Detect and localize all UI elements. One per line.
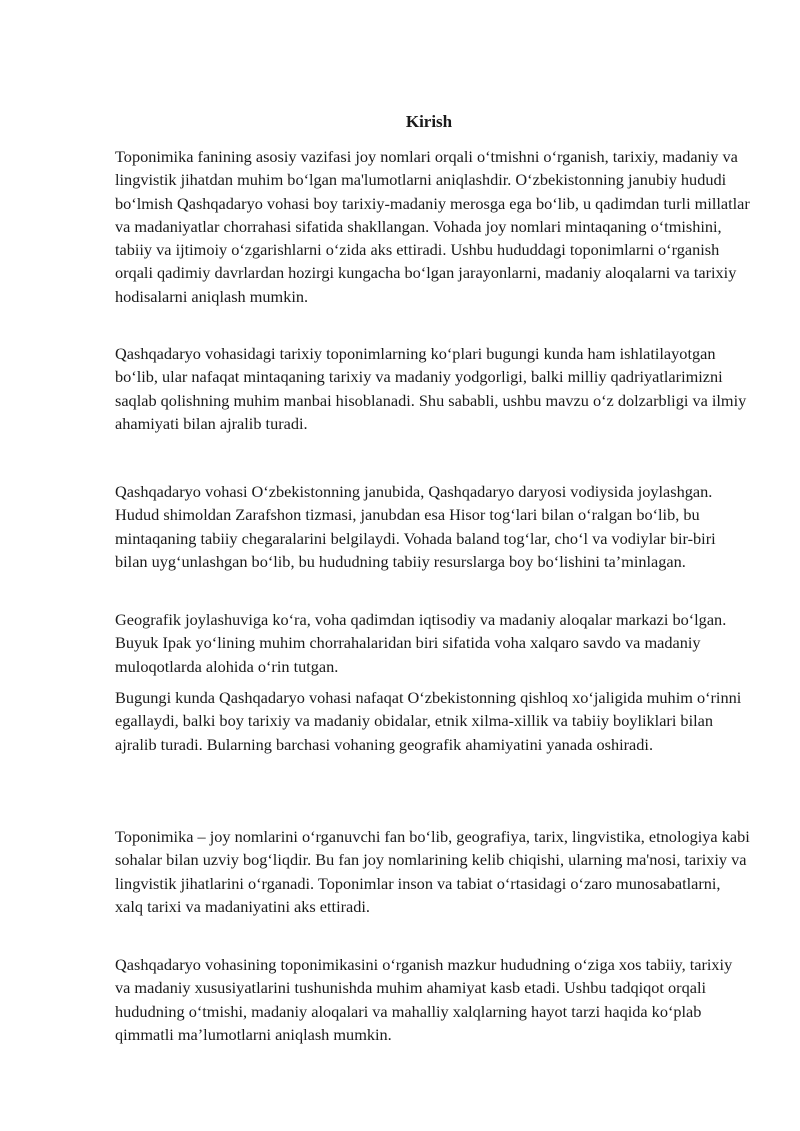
document-title: Kirish bbox=[405, 112, 453, 131]
paragraph-5: Bugungi kunda Qashqadaryo vohasi nafaqat O‘zbekistonning qishloq xo‘jaligida muhim o‘rinni egallaydi, balki boy tarixiy va madaniy obidalar, etnik xilma-xillik va tabiiy boyliklari bilan ajralib turadi. Bularning barchasi vohaning geografik ahamiyatini yanada oshiradi. bbox=[115, 688, 742, 754]
paragraph-4: Geografik joylashuviga ko‘ra, voha qadimdan iqtisodiy va madaniy aloqalar markazi bo‘lgan. Buyuk Ipak yo‘lining muhim chorrahalaridan biri sifatida voha xalqaro savdo va madaniy muloqotlarda alohida o‘rin tutgan. bbox=[115, 610, 727, 676]
paragraph-1: Toponimika fanining asosiy vazifasi joy nomlari orqali o‘tmishni o‘rganish, tarixiy, madaniy va lingvistik jihatdan muhim bo‘lgan ma'lumotlarni aniqlashdir. O‘zbekistonning janubiy hududi bo‘lmish Qashqadaryo vohasi boy tarixiy-madaniy merosga ega bo‘lib, u qadimdan turli millatlar va madaniyatlar chorrahasi sifatida shakllangan. Vohada joy nomlari mintaqaning o‘tmishini, tabiiy va ijtimoiy o‘zgarishlarni o‘zida aks ettiradi. Ushbu hududdagi toponimlarni o‘rganish orqali qadimiy davrlardan hozirgi kungacha bo‘lgan jarayonlarni, madaniy aloqalarni va tarixiy hodisalarni aniqlash mumkin. bbox=[115, 147, 750, 306]
paragraph-2: Qashqadaryo vohasidagi tarixiy toponimlarning ko‘plari bugungi kunda ham ishlatilayotgan bo‘lib, ular nafaqat mintaqaning tarixiy va madaniy yodgorligi, balki milliy qadriyatlarimizni saqlab qolishning muhim manbai hisoblanadi. Shu sababli, ushbu mavzu o‘z dolzarbligi va ilmiy ahamiyati bilan ajralib turadi. bbox=[115, 344, 747, 433]
paragraph-3: Qashqadaryo vohasi O‘zbekistonning janubida, Qashqadaryo daryosi vodiysida joylashgan. Hudud shimoldan Zarafshon tizmasi, janubdan esa Hisor tog‘lari bilan o‘ralgan bo‘lib, bu mintaqaning tabiiy chegaralarini belgilaydi. Vohada baland tog‘lar, cho‘l va vodiylar bir-biri bilan uyg‘unlashgan bo‘lib, bu hududning tabiiy resurslarga boy bo‘lishini ta’minlagan. bbox=[115, 482, 716, 571]
paragraph-6: Toponimika – joy nomlarini o‘rganuvchi fan bo‘lib, geografiya, tarix, lingvistika, etnologiya kabi sohalar bilan uzviy bog‘liqdir. Bu fan joy nomlarining kelib chiqishi, ularning ma'nosi, tarixiy va lingvistik jihatlarini o‘rganadi. Toponimlar inson va tabiat o‘rtasidagi o‘zaro munosabatlarni, xalq tarixi va madaniyatini aks ettiradi. bbox=[115, 827, 750, 916]
paragraph-7: Qashqadaryo vohasining toponimikasini o‘rganish mazkur hududning o‘ziga xos tabiiy, tarixiy va madaniy xususiyatlarini tushunishda muhim ahamiyat kasb etadi. Ushbu tadqiqot orqali hududning o‘tmishi, madaniy aloqalari va mahalliy xalqlarning hayot tarzi haqida ko‘plab qimmatli ma’lumotlarni aniqlash mumkin. bbox=[115, 955, 733, 1044]
